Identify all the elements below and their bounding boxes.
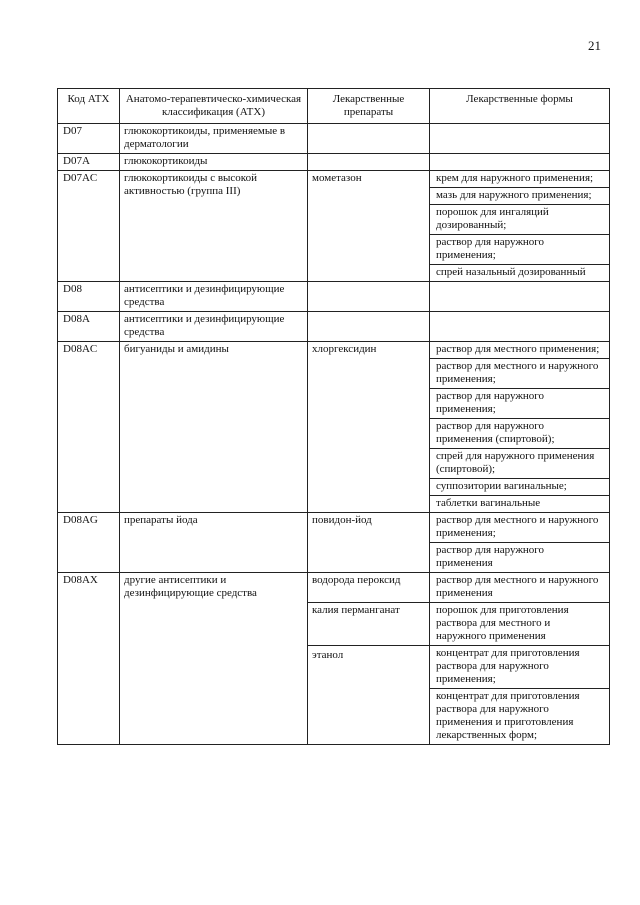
drug-name: хлоргексидин bbox=[308, 342, 430, 513]
drug-name: водорода пероксид bbox=[308, 573, 430, 603]
table-row bbox=[58, 154, 610, 171]
dosage-form: раствор для наружного применения (спиртовой); bbox=[430, 419, 610, 449]
drug-name bbox=[308, 312, 430, 342]
atx-classification: бигуаниды и амидины bbox=[120, 342, 308, 513]
atx-classification: другие антисептики и дезинфицирующие средства bbox=[120, 573, 308, 745]
header-classification: Анатомо-терапевтическо-химическая классификация (АТХ) bbox=[120, 89, 308, 124]
dosage-form: крем для наружного применения; bbox=[430, 171, 610, 188]
table-row bbox=[58, 573, 610, 603]
dosage-form: спрей назальный дозированный bbox=[430, 265, 610, 282]
atx-code: D08AG bbox=[58, 513, 120, 573]
dosage-form: порошок для ингаляций дозированный; bbox=[430, 205, 610, 235]
atx-code: D08A bbox=[58, 312, 120, 342]
drug-name bbox=[308, 124, 430, 154]
table-row bbox=[58, 282, 610, 312]
drug-name bbox=[308, 282, 430, 312]
atx-code: D07 bbox=[58, 124, 120, 154]
dosage-form: раствор для местного применения; bbox=[430, 342, 610, 359]
dosage-form: суппозитории вагинальные; bbox=[430, 479, 610, 496]
atx-classification: глюкокортикоиды с высокой активностью (группа III) bbox=[120, 171, 308, 282]
dosage-form: раствор для наружного применения; bbox=[430, 389, 610, 419]
dosage-form: раствор для местного и наружного применения; bbox=[430, 359, 610, 389]
dosage-form: концентрат для приготовления раствора для наружного применения; bbox=[430, 646, 610, 689]
dosage-form: мазь для наружного применения; bbox=[430, 188, 610, 205]
dosage-form bbox=[430, 312, 610, 342]
atx-classification: антисептики и дезинфицирующие средства bbox=[120, 312, 308, 342]
atx-classification: антисептики и дезинфицирующие средства bbox=[120, 282, 308, 312]
dosage-form: концентрат для приготовления раствора для наружного применения и приготовления лекарственных форм; bbox=[430, 689, 610, 745]
atx-code: D08AC bbox=[58, 342, 120, 513]
drug-name: калия перманганат bbox=[308, 603, 430, 646]
table-row bbox=[58, 342, 610, 359]
dosage-form: раствор для наружного применения bbox=[430, 543, 610, 573]
drug-name: этанол bbox=[308, 646, 430, 745]
atx-code: D08 bbox=[58, 282, 120, 312]
table-row bbox=[58, 312, 610, 342]
atx-code: D08AX bbox=[58, 573, 120, 745]
dosage-form bbox=[430, 124, 610, 154]
atx-classification: препараты йода bbox=[120, 513, 308, 573]
dosage-form: таблетки вагинальные bbox=[430, 496, 610, 513]
table-row bbox=[58, 513, 610, 543]
dosage-form: спрей для наружного применения (спиртовой); bbox=[430, 449, 610, 479]
atx-code: D07AC bbox=[58, 171, 120, 282]
dosage-form: порошок для приготовления раствора для местного и наружного применения bbox=[430, 603, 610, 646]
drug-name: повидон-йод bbox=[308, 513, 430, 573]
atx-table bbox=[57, 88, 610, 745]
drug-name bbox=[308, 154, 430, 171]
dosage-form: раствор для местного и наружного применения bbox=[430, 573, 610, 603]
dosage-form: раствор для наружного применения; bbox=[430, 235, 610, 265]
header-forms: Лекарственные формы bbox=[430, 89, 610, 124]
atx-code: D07A bbox=[58, 154, 120, 171]
dosage-form bbox=[430, 154, 610, 171]
atx-classification: глюкокортикоиды bbox=[120, 154, 308, 171]
dosage-form: раствор для местного и наружного применения; bbox=[430, 513, 610, 543]
atx-classification: глюкокортикоиды, применяемые в дерматологии bbox=[120, 124, 308, 154]
header-code: Код АТХ bbox=[58, 89, 120, 124]
table-row bbox=[58, 124, 610, 154]
table-row bbox=[58, 171, 610, 188]
dosage-form bbox=[430, 282, 610, 312]
page-number: 21 bbox=[588, 38, 601, 53]
drug-name: мометазон bbox=[308, 171, 430, 282]
header-drug: Лекарственные препараты bbox=[308, 89, 430, 124]
table-header-row bbox=[58, 89, 610, 124]
